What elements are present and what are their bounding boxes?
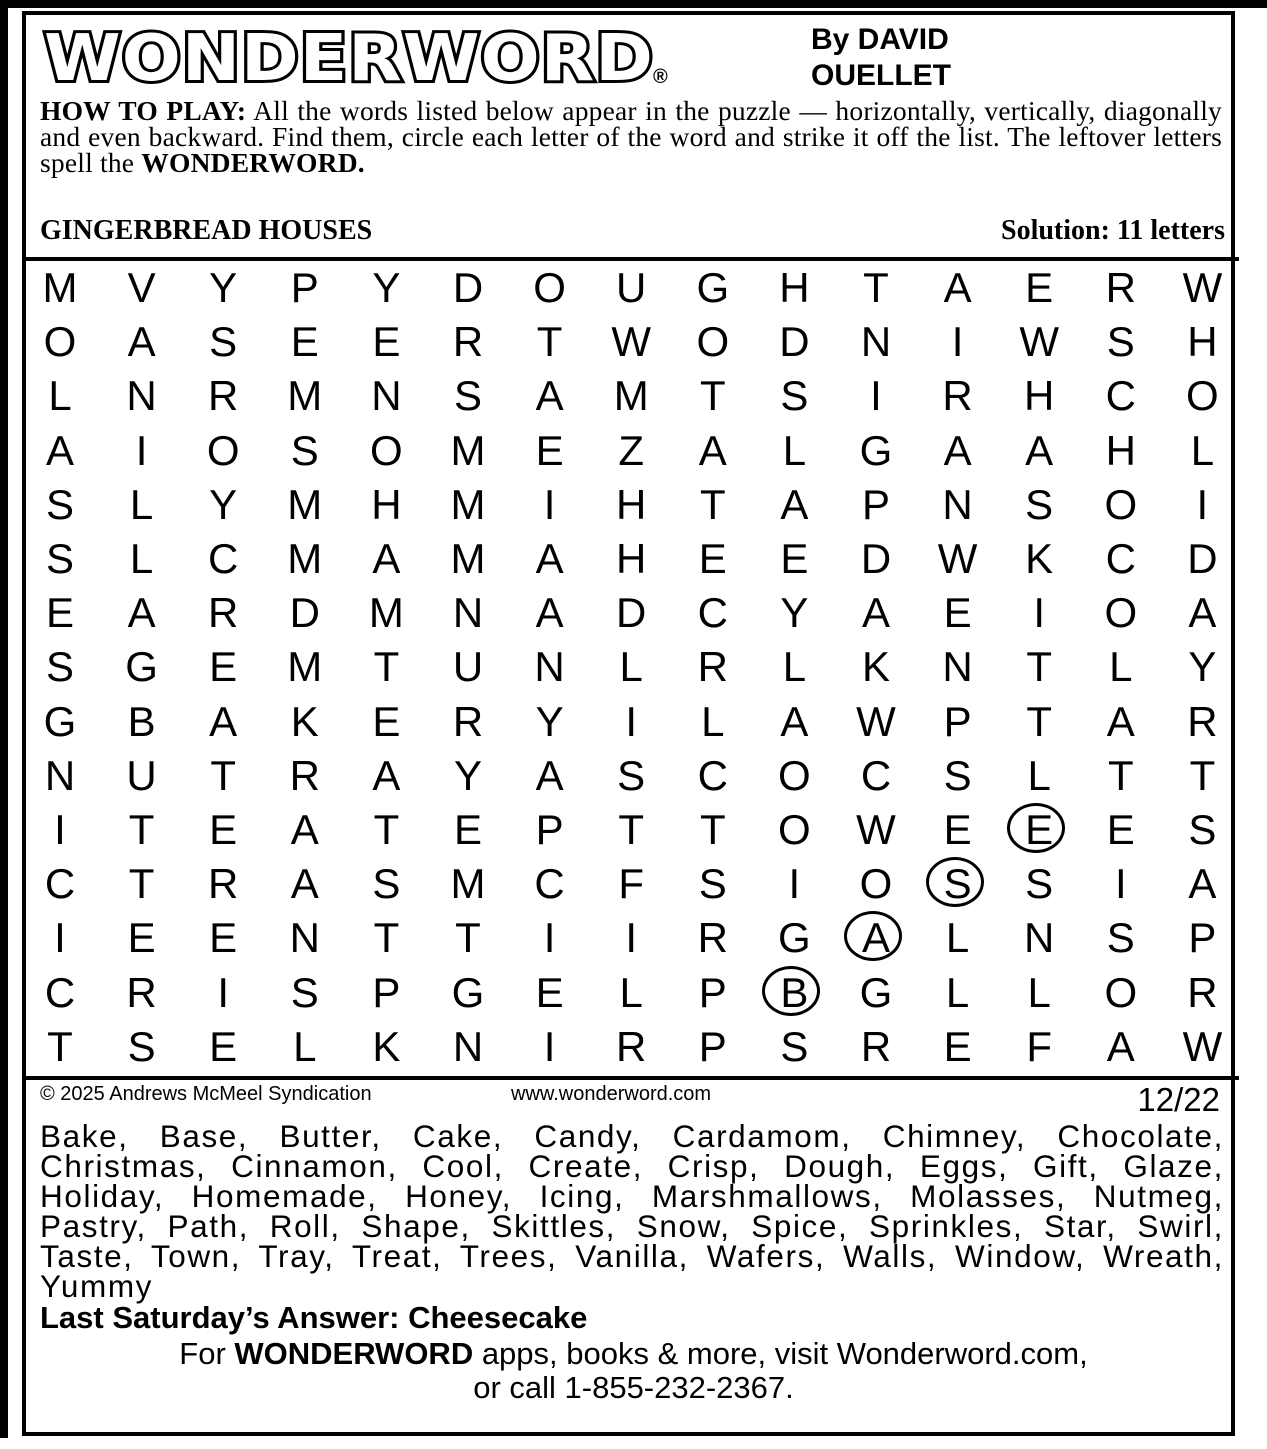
grid-letter[interactable]: A bbox=[535, 589, 564, 637]
grid-letter[interactable]: N bbox=[860, 318, 892, 366]
grid-letter[interactable]: A bbox=[698, 426, 727, 474]
grid-letter[interactable]: T bbox=[373, 643, 400, 691]
grid-letter[interactable]: A bbox=[780, 697, 809, 745]
grid-letter[interactable]: I bbox=[543, 1022, 556, 1070]
grid-letter[interactable]: A bbox=[372, 535, 401, 582]
grid-letter[interactable]: L bbox=[1027, 968, 1051, 1016]
grid-letter[interactable]: Y bbox=[535, 697, 564, 745]
grid-letter[interactable]: T bbox=[128, 806, 155, 853]
grid-letter[interactable]: Y bbox=[780, 589, 809, 637]
grid-letter[interactable]: E bbox=[45, 589, 74, 637]
grid-letter[interactable]: F bbox=[1026, 1022, 1053, 1070]
grid-letter[interactable]: P bbox=[943, 697, 972, 745]
grid-letter[interactable]: I bbox=[625, 914, 638, 962]
left-rule bbox=[0, 8, 8, 1438]
grid-letter[interactable]: L bbox=[782, 426, 807, 474]
grid-letter[interactable]: A bbox=[290, 860, 319, 908]
grid-letter[interactable]: Z bbox=[618, 426, 645, 474]
grid-letter[interactable]: K bbox=[1025, 535, 1054, 582]
grid-letter[interactable]: S bbox=[780, 1022, 809, 1070]
grid-letter[interactable]: T bbox=[1026, 697, 1053, 745]
promo-line-1 bbox=[0, 1337, 1267, 1371]
grid-letter[interactable]: P bbox=[1188, 914, 1217, 962]
grid-letter[interactable]: S bbox=[45, 643, 74, 691]
grid-letter[interactable]: D bbox=[616, 589, 647, 637]
grid-letter[interactable]: Y bbox=[1188, 643, 1217, 691]
grid-letter[interactable]: M bbox=[450, 426, 486, 474]
grid-letter[interactable]: A bbox=[943, 264, 972, 311]
grid-letter[interactable]: N bbox=[534, 643, 565, 691]
grid-letter[interactable]: S bbox=[290, 968, 319, 1016]
grid-letter[interactable]: K bbox=[372, 1022, 401, 1070]
grid-letter[interactable]: D bbox=[289, 589, 320, 637]
grid-letter[interactable]: M bbox=[42, 264, 78, 311]
grid-letter[interactable]: S bbox=[928, 859, 988, 909]
logo-text: WONDERWORD bbox=[44, 22, 654, 90]
grid-letter[interactable]: A bbox=[45, 426, 74, 474]
grid-letter[interactable]: V bbox=[127, 264, 156, 311]
grid-letter[interactable]: R bbox=[208, 860, 239, 908]
grid-letter[interactable]: W bbox=[1182, 1022, 1223, 1070]
grid-letter[interactable]: S bbox=[1106, 318, 1135, 366]
grid-letter[interactable]: L bbox=[129, 535, 154, 582]
grid-letter[interactable]: G bbox=[43, 697, 77, 745]
grid-letter[interactable]: R bbox=[1187, 697, 1218, 745]
grid-letter[interactable]: A bbox=[1188, 589, 1217, 637]
grid-letter[interactable]: I bbox=[870, 372, 882, 420]
grid-letter[interactable]: S bbox=[617, 751, 646, 799]
grid-letter[interactable]: A bbox=[372, 751, 401, 799]
grid-letter[interactable]: A bbox=[290, 806, 319, 853]
grid-letter[interactable]: A bbox=[1188, 860, 1217, 908]
grid-letter[interactable]: E bbox=[209, 806, 238, 853]
grid-letter[interactable]: S bbox=[698, 860, 727, 908]
grid-letter[interactable]: A bbox=[209, 697, 238, 745]
how-to-play bbox=[40, 95, 1222, 178]
grid-letter[interactable]: G bbox=[859, 426, 893, 474]
grid-letter[interactable]: A bbox=[846, 913, 906, 963]
grid-letter[interactable]: I bbox=[1033, 589, 1046, 637]
grid-letter[interactable]: M bbox=[613, 372, 649, 420]
how-to-play-end: WONDERWORD. bbox=[141, 147, 365, 178]
grid-letter[interactable]: E bbox=[780, 535, 809, 582]
how-to-play-text: All the words listed below appear in the puzzle — horizontally, vertically, diagonally and even backward. Find them, circle each letter of the word and strike it off the list. The leftover letters spell the bbox=[40, 95, 1222, 178]
grid-letter[interactable]: O bbox=[696, 318, 730, 366]
grid-letter[interactable]: A bbox=[780, 480, 809, 528]
grid-letter[interactable]: T bbox=[699, 480, 726, 528]
grid-letter[interactable]: R bbox=[208, 589, 239, 637]
grid-letter[interactable]: I bbox=[543, 480, 556, 528]
grid-letter[interactable]: R bbox=[208, 372, 239, 420]
grid-letter[interactable]: L bbox=[1027, 751, 1051, 799]
grid-letter[interactable]: E bbox=[1025, 264, 1054, 311]
grid-letter[interactable]: P bbox=[698, 1022, 727, 1070]
grid-letter[interactable]: Y bbox=[453, 751, 482, 799]
grid-letter[interactable]: K bbox=[290, 697, 319, 745]
grid-letter[interactable]: S bbox=[780, 372, 809, 420]
grid-letter[interactable]: E bbox=[127, 914, 156, 962]
grid-letter[interactable]: M bbox=[287, 643, 323, 691]
grid-letter[interactable]: P bbox=[535, 806, 564, 853]
grid-letter[interactable]: R bbox=[616, 1022, 647, 1070]
grid-letter[interactable]: I bbox=[625, 697, 638, 745]
grid-letter[interactable]: O bbox=[778, 751, 811, 799]
grid-letter[interactable]: R bbox=[289, 751, 320, 799]
grid-letter[interactable]: E bbox=[1106, 806, 1135, 853]
grid-letter[interactable]: N bbox=[452, 589, 484, 637]
grid-letter[interactable]: M bbox=[287, 480, 323, 528]
promo-rest: apps, books & more, visit Wonderword.com, bbox=[473, 1336, 1088, 1371]
grid-letter[interactable]: P bbox=[290, 264, 319, 311]
grid-letter[interactable]: G bbox=[451, 968, 485, 1016]
grid-letter[interactable]: I bbox=[217, 968, 230, 1016]
grid-letter[interactable]: H bbox=[616, 480, 647, 528]
grid-letter[interactable]: R bbox=[697, 643, 728, 691]
grid-letter[interactable]: E bbox=[209, 914, 238, 962]
grid-letter[interactable]: L bbox=[945, 914, 970, 962]
grid-letter[interactable]: W bbox=[1182, 264, 1223, 311]
grid-letter[interactable]: H bbox=[616, 535, 647, 582]
grid-letter[interactable]: O bbox=[1104, 589, 1138, 637]
grid-letter[interactable]: N bbox=[942, 480, 973, 528]
grid-letter[interactable]: W bbox=[1019, 318, 1060, 366]
grid-letter[interactable]: L bbox=[1190, 426, 1215, 474]
grid-letter[interactable]: I bbox=[788, 860, 801, 908]
copyright: © 2025 Andrews McMeel Syndication bbox=[40, 1083, 372, 1105]
grid-letter[interactable]: E bbox=[372, 318, 401, 366]
grid-letter[interactable]: T bbox=[863, 264, 889, 311]
grid-letter[interactable]: A bbox=[1106, 697, 1135, 745]
top-rule bbox=[0, 0, 1267, 8]
grid-letter[interactable]: A bbox=[127, 318, 156, 366]
grid-letter[interactable]: L bbox=[945, 968, 970, 1016]
letter-grid bbox=[20, 262, 1233, 1078]
grid-letter[interactable]: D bbox=[1187, 535, 1218, 582]
grid-letter[interactable]: I bbox=[1196, 480, 1209, 528]
grid-letter[interactable]: E bbox=[453, 806, 482, 853]
grid-letter[interactable]: S bbox=[1025, 860, 1054, 908]
grid-letter[interactable]: N bbox=[289, 914, 320, 962]
grid-letter[interactable]: H bbox=[1187, 318, 1218, 366]
grid-letter[interactable]: G bbox=[696, 264, 730, 311]
grid-letter[interactable]: S bbox=[1106, 914, 1135, 962]
grid-letter[interactable]: N bbox=[371, 372, 402, 420]
last-answer: Last Saturday’s Answer: Cheesecake bbox=[40, 1300, 588, 1335]
grid-letter[interactable]: S bbox=[290, 426, 319, 474]
grid-letter[interactable]: C bbox=[1105, 535, 1136, 582]
grid-letter[interactable]: D bbox=[860, 535, 892, 582]
grid-letter[interactable]: S bbox=[372, 860, 401, 908]
grid-letter[interactable]: H bbox=[1024, 372, 1055, 420]
grid-letter[interactable]: I bbox=[54, 806, 66, 853]
grid-letter[interactable]: O bbox=[1186, 372, 1219, 420]
grid-letter[interactable]: C bbox=[697, 751, 728, 799]
grid-letter[interactable]: I bbox=[951, 318, 964, 366]
grid-letter[interactable]: I bbox=[543, 914, 556, 962]
grid-letter[interactable]: I bbox=[54, 914, 66, 962]
grid-letter[interactable]: S bbox=[943, 751, 972, 799]
grid-letter[interactable]: F bbox=[618, 860, 645, 908]
grid-letter[interactable]: R bbox=[860, 1022, 892, 1070]
grid-letter[interactable]: G bbox=[125, 643, 158, 691]
grid-letter[interactable]: C bbox=[860, 751, 892, 799]
grid-letter[interactable]: S bbox=[127, 1022, 156, 1070]
grid-letter[interactable]: D bbox=[452, 264, 484, 311]
wonderword-logo bbox=[40, 14, 680, 90]
grid-letter[interactable]: A bbox=[127, 589, 156, 637]
grid-letter[interactable]: T bbox=[1026, 643, 1053, 691]
grid-letter[interactable]: N bbox=[942, 643, 973, 691]
grid-letter[interactable]: L bbox=[619, 643, 643, 691]
grid-letter[interactable]: R bbox=[1187, 968, 1218, 1016]
grid-letter[interactable]: L bbox=[619, 968, 643, 1016]
solution-length: Solution: 11 letters bbox=[1001, 215, 1225, 246]
grid-letter[interactable]: E bbox=[698, 535, 727, 582]
grid-letter[interactable]: N bbox=[1024, 914, 1055, 962]
grid-letter[interactable]: A bbox=[535, 372, 564, 420]
grid-letter[interactable]: P bbox=[861, 480, 890, 528]
grid-letter[interactable]: E bbox=[209, 643, 238, 691]
grid-letter[interactable]: M bbox=[287, 372, 323, 420]
grid-letter[interactable]: R bbox=[942, 372, 973, 420]
grid-letter[interactable]: Y bbox=[372, 264, 401, 311]
grid-letter[interactable]: E bbox=[290, 318, 319, 366]
grid-letter[interactable]: T bbox=[47, 1022, 73, 1070]
grid-letter[interactable]: U bbox=[616, 264, 647, 311]
grid-letter[interactable]: M bbox=[450, 480, 486, 528]
promo-line-2: or call 1-855-232-2367. bbox=[473, 1370, 794, 1405]
promo-prefix: For bbox=[179, 1336, 235, 1371]
grid-letter[interactable]: N bbox=[44, 751, 76, 799]
grid-letter[interactable]: T bbox=[210, 751, 237, 799]
grid-letter[interactable]: R bbox=[452, 697, 484, 745]
grid-letter[interactable]: W bbox=[856, 697, 896, 745]
grid-letter[interactable]: E bbox=[943, 1022, 972, 1070]
grid-letter[interactable]: T bbox=[1107, 751, 1134, 799]
grid-letter[interactable]: T bbox=[455, 914, 481, 962]
grid-letter[interactable]: T bbox=[1189, 751, 1216, 799]
grid-letter[interactable]: T bbox=[373, 914, 400, 962]
grid-letter[interactable]: M bbox=[450, 535, 486, 582]
grid-letter[interactable]: O bbox=[859, 860, 893, 908]
grid-letter[interactable]: S bbox=[1025, 480, 1054, 528]
grid-letter[interactable]: O bbox=[1104, 480, 1138, 528]
registered-mark: ® bbox=[653, 66, 668, 88]
grid-letter[interactable]: A bbox=[1025, 426, 1054, 474]
grid-letter[interactable]: C bbox=[697, 589, 728, 637]
grid-letter[interactable]: C bbox=[1105, 372, 1136, 420]
grid-letter[interactable]: P bbox=[372, 968, 401, 1016]
grid-letter[interactable]: T bbox=[699, 372, 726, 420]
grid-letter[interactable]: T bbox=[618, 806, 645, 853]
grid-letter[interactable]: P bbox=[698, 968, 727, 1016]
byline: By DAVID OUELLET bbox=[811, 23, 951, 92]
grid-letter[interactable]: K bbox=[861, 643, 890, 691]
grid-letter[interactable]: A bbox=[535, 535, 564, 582]
grid-letter[interactable]: E bbox=[1009, 805, 1069, 855]
grid-letter[interactable]: D bbox=[779, 318, 810, 366]
grid-letter[interactable]: I bbox=[1114, 860, 1127, 908]
grid-letter[interactable]: T bbox=[373, 806, 400, 853]
promo-brand: WONDERWORD bbox=[234, 1336, 474, 1371]
grid-letter[interactable]: H bbox=[1105, 426, 1136, 474]
grid-letter[interactable]: I bbox=[135, 426, 148, 474]
grid-letter[interactable]: W bbox=[856, 806, 896, 853]
grid-letter[interactable]: A bbox=[943, 426, 972, 474]
grid-letter[interactable]: N bbox=[126, 372, 157, 420]
grid-letter[interactable]: R bbox=[1105, 264, 1136, 311]
grid-letter[interactable]: M bbox=[450, 860, 486, 908]
grid-letter[interactable]: A bbox=[1106, 1022, 1135, 1070]
grid-letter[interactable]: M bbox=[287, 535, 323, 582]
grid-letter[interactable]: O bbox=[1104, 968, 1138, 1016]
grid-letter[interactable]: O bbox=[533, 264, 566, 311]
grid-letter[interactable]: C bbox=[208, 535, 239, 582]
grid-letter[interactable]: E bbox=[943, 589, 972, 637]
grid-letter[interactable]: L bbox=[48, 372, 72, 420]
grid-letter[interactable]: B bbox=[127, 697, 156, 745]
grid-letter[interactable]: R bbox=[452, 318, 484, 366]
grid-letter[interactable]: O bbox=[778, 806, 811, 853]
grid-letter[interactable]: R bbox=[126, 968, 157, 1016]
website-link[interactable]: www.wonderword.com bbox=[511, 1083, 712, 1105]
grid-letter[interactable]: W bbox=[611, 318, 652, 366]
grid-letter[interactable]: M bbox=[368, 589, 404, 637]
grid-letter[interactable]: S bbox=[45, 480, 74, 528]
divider-top bbox=[22, 257, 1239, 261]
grid-letter[interactable]: C bbox=[44, 860, 76, 908]
grid-letter[interactable]: N bbox=[452, 1022, 484, 1070]
grid-letter[interactable]: A bbox=[535, 751, 564, 799]
grid-letter[interactable]: L bbox=[1109, 643, 1133, 691]
grid-letter[interactable]: E bbox=[209, 1022, 238, 1070]
grid-letter[interactable]: A bbox=[861, 589, 890, 637]
grid-letter[interactable]: O bbox=[43, 318, 77, 366]
grid-letter[interactable]: Y bbox=[209, 480, 238, 528]
grid-letter[interactable]: T bbox=[699, 806, 726, 853]
grid-letter[interactable]: U bbox=[452, 643, 484, 691]
grid-letter[interactable]: E bbox=[943, 806, 972, 853]
grid-letter[interactable]: S bbox=[45, 535, 74, 582]
grid-letter[interactable]: E bbox=[372, 697, 401, 745]
grid-letter[interactable]: C bbox=[534, 860, 565, 908]
grid-letter[interactable]: E bbox=[535, 426, 564, 474]
grid-letter[interactable]: T bbox=[536, 318, 563, 366]
word-list: Bake, Base, Butter, Cake, Candy, Cardamom, Chimney, Chocolate, Christmas, Cinnamon, Cool, Create, Crisp, Dough, Eggs, Gift, Glaze, Holiday, Homemade, Honey, Icing, Marshmallows, Molasses, Nutmeg, Pastry, Path, Roll, Shape, Skittles, Snow, Spice, Sprinkles, Star, Swirl, Taste, Town, Tray, Treat, Trees, Vanilla, Wafers, Walls, Window, Wreath, Yummy bbox=[40, 1118, 1224, 1304]
grid-letter[interactable]: U bbox=[126, 751, 157, 799]
grid-letter[interactable]: O bbox=[370, 426, 403, 474]
grid-letter[interactable]: C bbox=[44, 968, 76, 1016]
grid-letter[interactable]: H bbox=[779, 264, 810, 311]
grid-letter[interactable]: S bbox=[453, 372, 482, 420]
how-to-play-label: HOW TO PLAY: bbox=[40, 95, 247, 126]
grid-letter[interactable]: B bbox=[764, 968, 824, 1018]
grid-letter[interactable]: W bbox=[937, 535, 978, 582]
grid-letter[interactable]: S bbox=[209, 318, 238, 366]
grid-letter[interactable]: L bbox=[782, 643, 807, 691]
grid-letter[interactable]: T bbox=[128, 860, 155, 908]
grid-letter[interactable]: R bbox=[697, 914, 728, 962]
puzzle-date: 12/22 bbox=[1137, 1081, 1220, 1118]
grid-letter[interactable]: L bbox=[701, 697, 725, 745]
grid-letter[interactable]: G bbox=[859, 968, 893, 1016]
grid-letter[interactable]: G bbox=[778, 914, 811, 962]
grid-letter[interactable]: L bbox=[129, 480, 154, 528]
grid-letter[interactable]: H bbox=[371, 480, 402, 528]
grid-letter[interactable]: L bbox=[293, 1022, 317, 1070]
grid-letter[interactable]: S bbox=[1188, 806, 1217, 853]
grid-letter[interactable]: E bbox=[535, 968, 564, 1016]
grid-letter[interactable]: O bbox=[206, 426, 240, 474]
puzzle-theme: GINGERBREAD HOUSES bbox=[40, 215, 373, 246]
grid-letter[interactable]: Y bbox=[209, 264, 238, 311]
